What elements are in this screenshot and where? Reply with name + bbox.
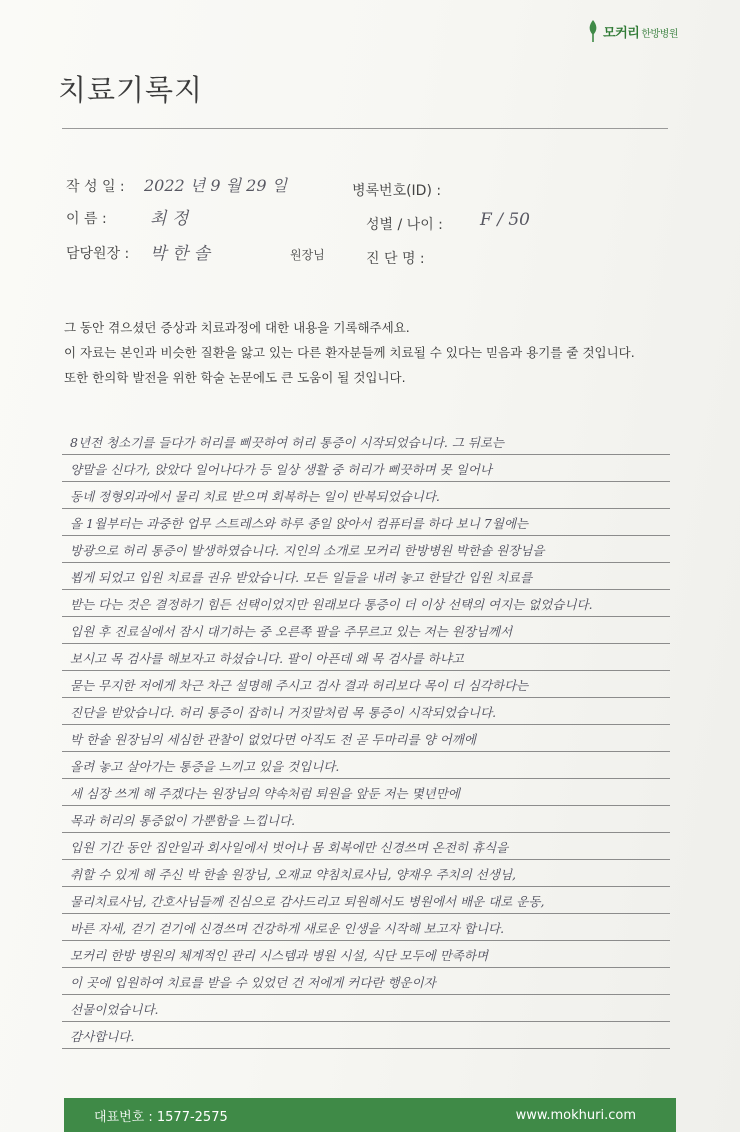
name-value: 최 정 [150, 209, 189, 229]
testimonial-line: 물리치료사님, 간호사님들께 진심으로 감사드리고 퇴원해서도 병원에서 배운 대로 운동, [62, 887, 670, 914]
gender-age-value: F / 50 [480, 210, 530, 230]
diagnosis-label: 진 단 명 : [366, 251, 425, 267]
testimonial-line: 묻는 무지한 저에게 차근 차근 설명해 주시고 검사 결과 허리보다 목이 더 심각하다는 [62, 671, 670, 698]
footer-bar [64, 1098, 676, 1132]
testimonial-line: 받는 다는 것은 결정하기 힘든 선택이었지만 원래보다 통증이 더 이상 선택의 여지는 없었습니다. [62, 590, 670, 617]
leaf-icon [587, 20, 599, 42]
name-label: 이 름 : [66, 211, 107, 227]
testimonial-line: 올 1월부터는 과중한 업무 스트레스와 하루 종일 앉아서 컴퓨터를 하다 보니 7월에는 [62, 509, 670, 536]
title-divider [62, 128, 668, 129]
testimonial-line: 바른 자세, 걷기 걷기에 신경쓰며 건강하게 새로운 인생을 시작해 보고자 합니다. [62, 914, 670, 941]
testimonial-line: 선물이었습니다. [62, 995, 670, 1022]
instruction-line: 이 자료는 본인과 비슷한 질환을 앓고 있는 다른 환자분들께 치료될 수 있다는 믿음과 용기를 줄 것입니다. [64, 345, 635, 360]
testimonial-line: 목과 허리의 통증없이 가뿐함을 느낍니다. [62, 806, 670, 833]
handwritten-testimonial [62, 428, 670, 1049]
testimonial-line: 감사합니다. [62, 1022, 670, 1049]
footer-url: www.mokhuri.com [515, 1107, 636, 1123]
date-label: 작 성 일 : [66, 179, 125, 195]
page-title: 치료기록지 [58, 73, 204, 107]
testimonial-line: 양말을 신다가, 앉았다 일어나다가 등 일상 생활 중 허리가 삐끗하며 못 일어나 [62, 455, 670, 482]
logo-text: 모커리 한방병원 [603, 25, 678, 41]
testimonial-line: 뵙게 되었고 입원 치료를 권유 받았습니다. 모든 일들을 내려 놓고 한달간 입원 치료를 [62, 563, 670, 590]
testimonial-line: 모커리 한방 병원의 체계적인 관리 시스템과 병원 시설, 식단 모두에 만족하며 [62, 941, 670, 968]
instruction-line: 그 동안 겪으셨던 증상과 치료과정에 대한 내용을 기록해주세요. [64, 320, 410, 335]
testimonial-line: 세 심장 쓰게 해 주겠다는 원장님의 약속처럼 퇴원을 앞둔 저는 몇년만에 [62, 779, 670, 806]
id-label: 병록번호(ID) : [352, 183, 442, 199]
instruction-line: 또한 한의학 발전을 위한 학술 논문에도 큰 도움이 될 것입니다. [64, 370, 406, 385]
testimonial-line: 진단을 받았습니다. 허리 통증이 잡히니 거짓말처럼 목 통증이 시작되었습니다. [62, 698, 670, 725]
doctor-label: 담당원장 : [66, 246, 130, 262]
doctor-suffix: 원장님 [290, 248, 325, 262]
footer-phone: 대표번호 : 1577-2575 [94, 1109, 228, 1125]
testimonial-line: 동네 정형외과에서 물리 치료 받으며 회복하는 일이 반복되었습니다. [62, 482, 670, 509]
testimonial-line: 박 한솔 원장님의 세심한 관찰이 없었다면 아직도 전 곧 두마리를 양 어깨에 [62, 725, 670, 752]
date-value: 2022 년 9 월 29 일 [144, 176, 288, 195]
testimonial-line: 입원 후 진료실에서 잠시 대기하는 중 오른쪽 팔을 주무르고 있는 저는 원장님께서 [62, 617, 670, 644]
testimonial-line: 보시고 목 검사를 해보자고 하셨습니다. 팔이 아픈데 왜 목 검사를 하냐고 [62, 644, 670, 671]
testimonial-line: 취할 수 있게 해 주신 박 한솔 원장님, 오재교 약침치료사님, 양재우 주치의 선생님, [62, 860, 670, 887]
instructions [64, 315, 704, 390]
testimonial-line: 방광으로 허리 통증이 발생하였습니다. 지인의 소개로 모커리 한방병원 박한솔 원장님을 [62, 536, 670, 563]
hospital-logo [587, 20, 678, 42]
testimonial-line: 올려 놓고 살아가는 통증을 느끼고 있을 것입니다. [62, 752, 670, 779]
doctor-value: 박 한 솔 [150, 244, 211, 264]
testimonial-line: 8년전 청소기를 들다가 허리를 삐끗하여 허리 통증이 시작되었습니다. 그 뒤로는 [62, 428, 670, 455]
testimonial-line: 입원 기간 동안 집안일과 회사일에서 벗어나 몸 회복에만 신경쓰며 온전히 휴식을 [62, 833, 670, 860]
testimonial-line: 이 곳에 입원하여 치료를 받을 수 있었던 건 저에게 커다란 행운이자 [62, 968, 670, 995]
gender-age-label: 성별 / 나이 : [366, 217, 443, 233]
